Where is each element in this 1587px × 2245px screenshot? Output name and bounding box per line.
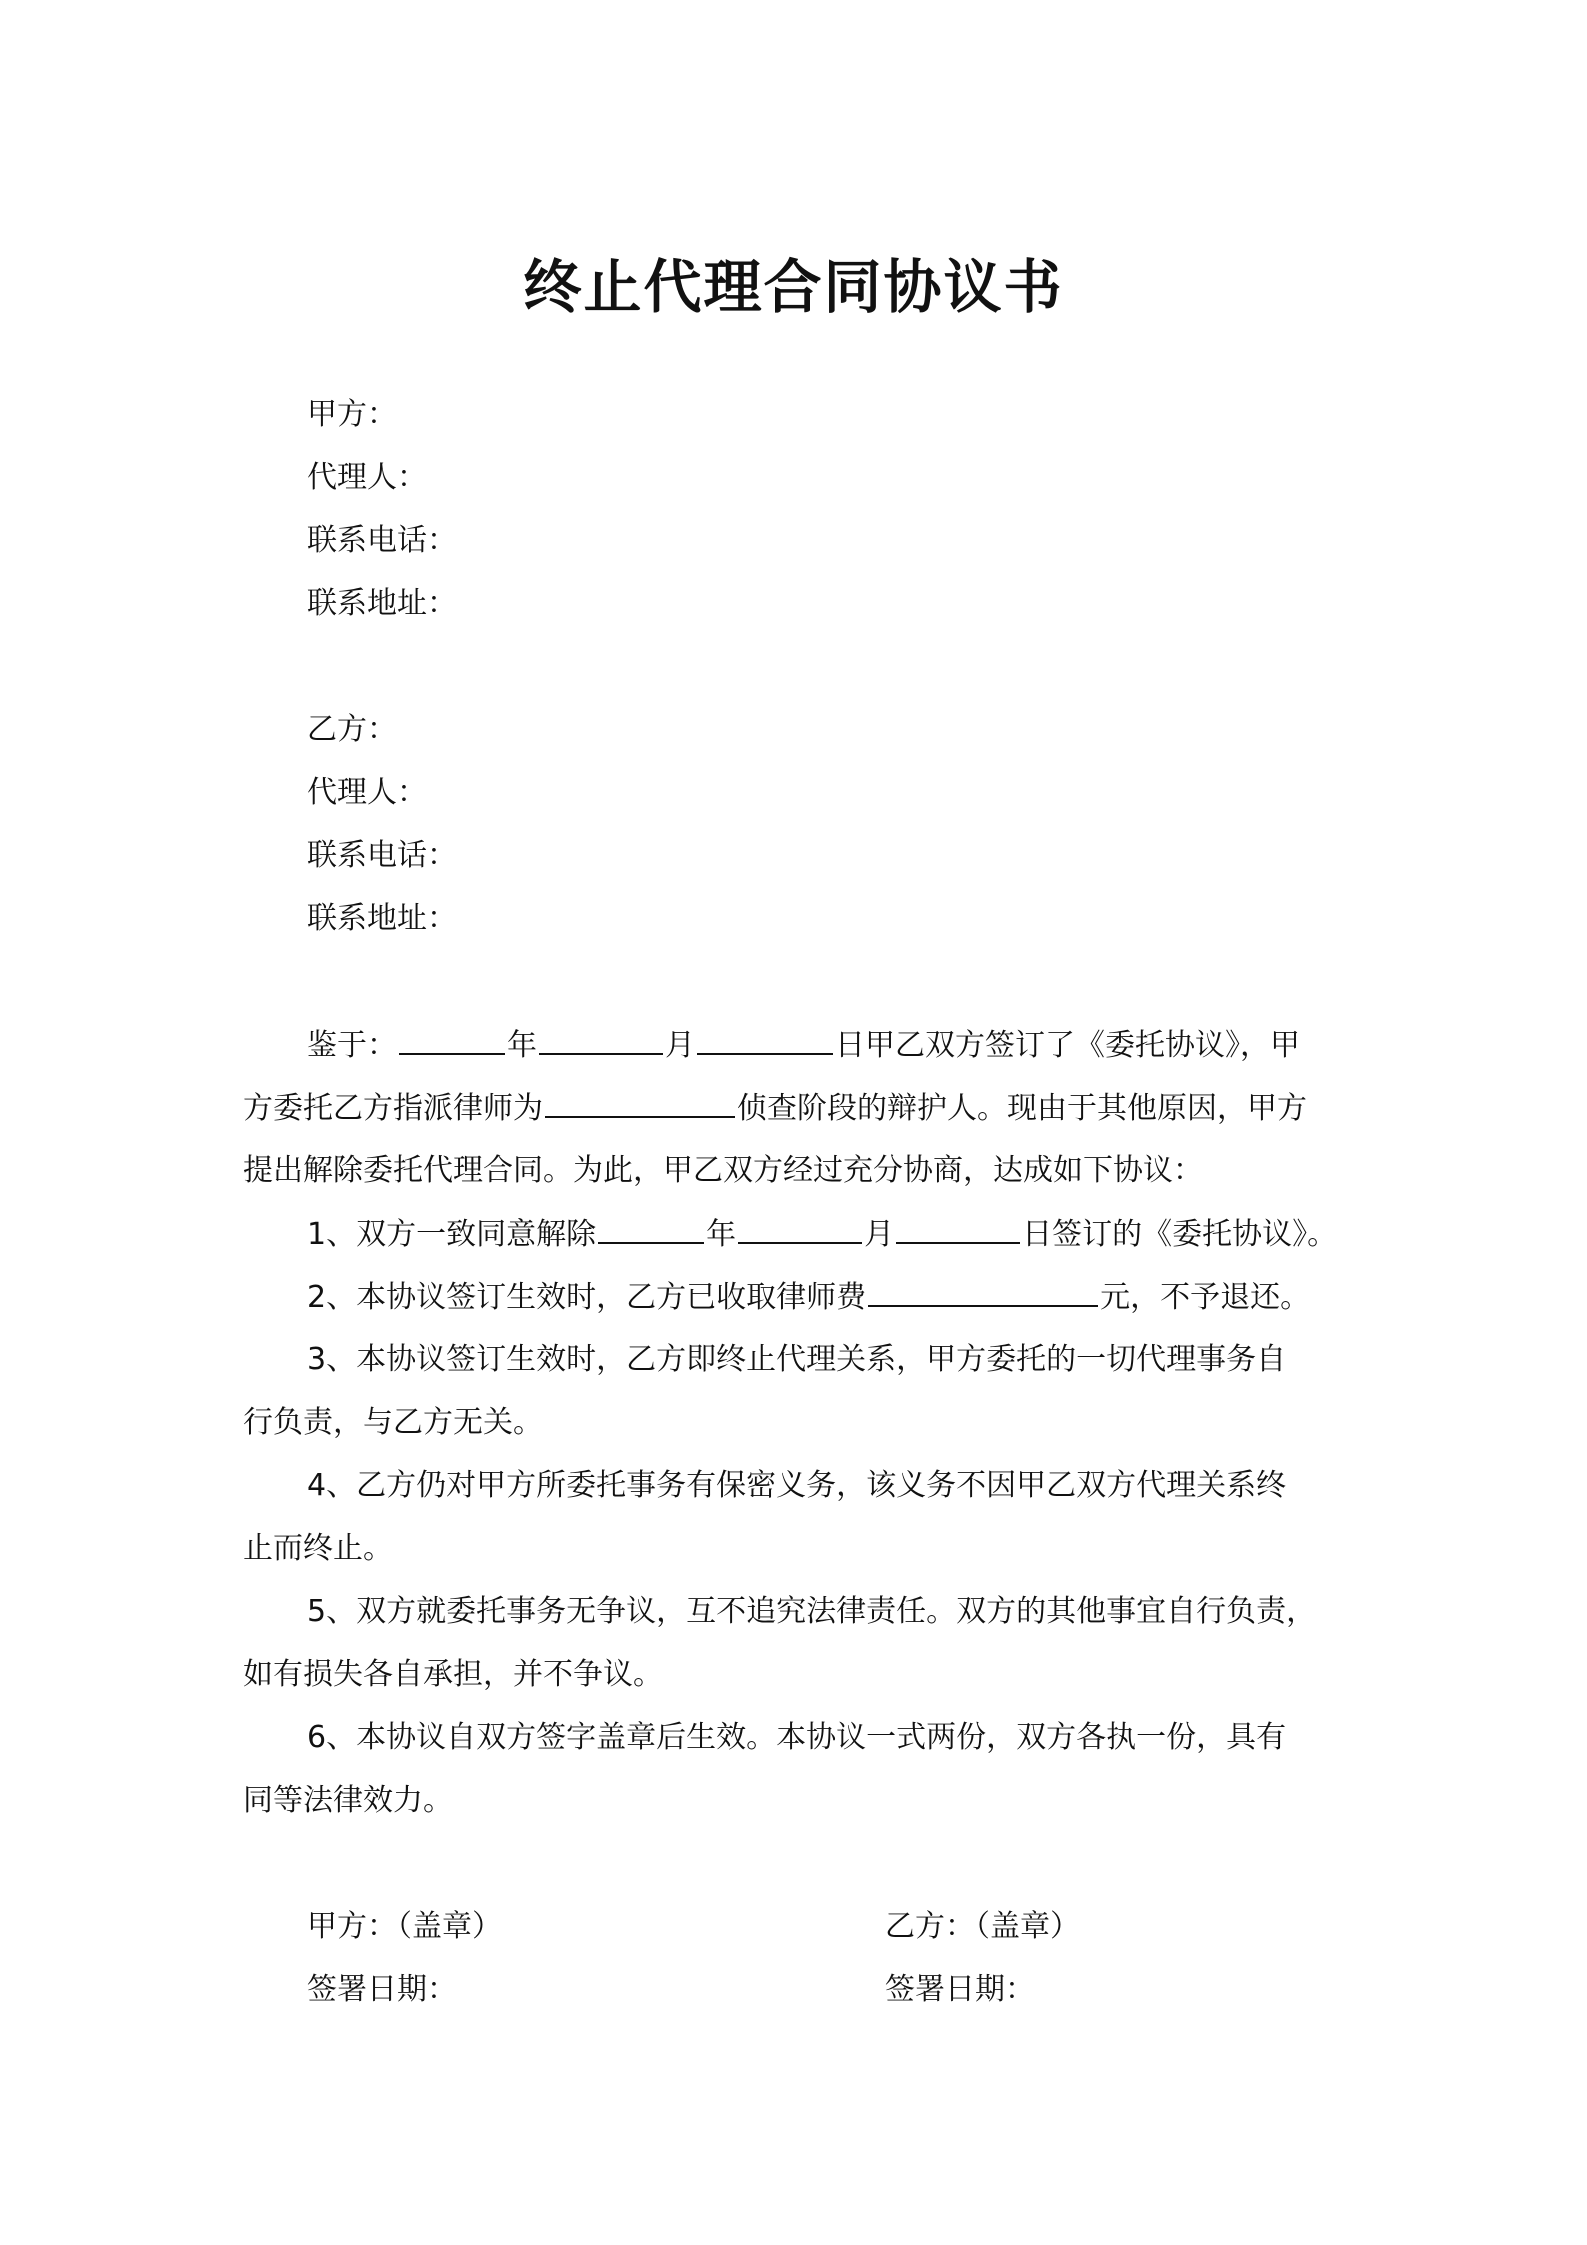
party-a-seal-label: 甲方：（盖章）: [307, 1909, 502, 1944]
clause-6-line-1: 6、本协议自双方签字盖章后生效。本协议一式两份，双方各执一份，具有: [307, 1720, 1287, 1755]
party-a-agent-label: 代理人：: [307, 460, 427, 495]
year-label: 年: [507, 1028, 537, 1063]
preamble-line-1-tail: 日甲乙双方签订了《委托协议》，甲: [835, 1028, 1300, 1063]
preamble-start: 鉴于：: [307, 1028, 397, 1063]
party-b-seal-label: 乙方：（盖章）: [885, 1909, 1080, 1944]
preamble-line-1: [307, 1023, 1300, 1068]
clause-4-line-2: 止而终止。: [243, 1531, 393, 1566]
clause-1-head: 1、双方一致同意解除: [307, 1217, 597, 1252]
clause-2-head: 2、本协议签订生效时，乙方已收取律师费: [307, 1280, 867, 1315]
blank-month[interactable]: [539, 1023, 663, 1055]
party-a-address-label: 联系地址：: [307, 586, 457, 621]
party-b-phone-label: 联系电话：: [307, 838, 457, 873]
party-b-sign-date-label: 签署日期：: [885, 1972, 1035, 2007]
preamble-line-2-head: 方委托乙方指派律师为: [243, 1091, 543, 1126]
clause-2-tail: 元，不予退还。: [1100, 1280, 1311, 1315]
clause-1-month-label: 月: [864, 1217, 895, 1252]
month-label: 月: [665, 1028, 695, 1063]
blank-year[interactable]: [399, 1023, 505, 1055]
preamble-line-2: [243, 1086, 1307, 1131]
clause-5-line-1: 5、双方就委托事务无争议，互不追究法律责任。双方的其他事宜自行负责，: [307, 1594, 1317, 1629]
preamble-line-2-tail: 侦查阶段的辩护人。现由于其他原因，甲方: [737, 1091, 1307, 1126]
party-b-label: 乙方：: [307, 712, 397, 747]
clause-6-line-2: 同等法律效力。: [243, 1783, 453, 1818]
blank-termination-year[interactable]: [598, 1212, 704, 1244]
clause-3-line-2: 行负责，与乙方无关。: [243, 1405, 543, 1440]
document-title: 终止代理合同协议书: [523, 253, 1064, 321]
clause-5-line-2: 如有损失各自承担，并不争议。: [243, 1657, 663, 1692]
blank-lawyer-fee[interactable]: [868, 1275, 1098, 1307]
preamble-line-3: 提出解除委托代理合同。为此，甲乙双方经过充分协商，达成如下协议：: [243, 1153, 1203, 1188]
clause-1: [307, 1212, 1337, 1257]
party-b-agent-label: 代理人：: [307, 775, 427, 810]
blank-lawyer-name[interactable]: [545, 1086, 735, 1118]
blank-termination-month[interactable]: [738, 1212, 862, 1244]
clause-2: [307, 1275, 1310, 1320]
party-a-phone-label: 联系电话：: [307, 523, 457, 558]
party-a-sign-date-label: 签署日期：: [307, 1972, 457, 2007]
party-b-address-label: 联系地址：: [307, 901, 457, 936]
clause-1-year-label: 年: [706, 1217, 737, 1252]
clause-4-line-1: 4、乙方仍对甲方所委托事务有保密义务，该义务不因甲乙双方代理关系终: [307, 1468, 1287, 1503]
blank-day[interactable]: [697, 1023, 833, 1055]
blank-termination-day[interactable]: [896, 1212, 1020, 1244]
party-a-label: 甲方：: [307, 397, 397, 432]
clause-1-tail: 日签订的《委托协议》。: [1022, 1217, 1338, 1252]
clause-3-line-1: 3、本协议签订生效时，乙方即终止代理关系，甲方委托的一切代理事务自: [307, 1342, 1287, 1377]
